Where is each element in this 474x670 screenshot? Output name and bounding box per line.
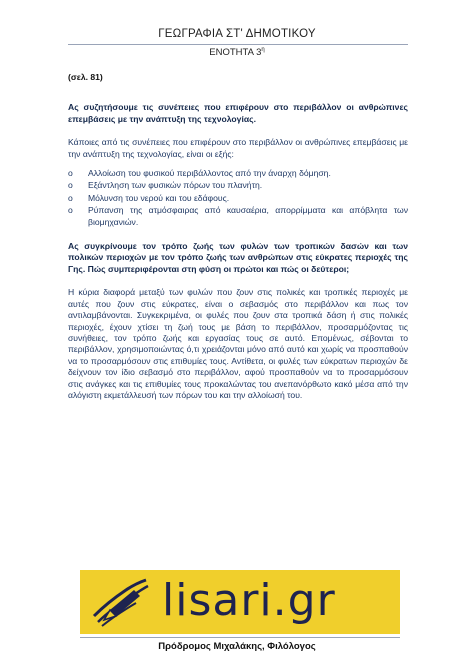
bullet-icon: o — [68, 168, 73, 179]
answer-1-list — [68, 168, 408, 228]
unit-superscript: η — [261, 47, 265, 53]
bullet-icon: o — [68, 180, 73, 191]
main-content — [68, 72, 408, 409]
list-item: o Εξάντληση των φυσικών πόρων του πλανήτη. — [68, 180, 263, 191]
question-2: Ας συγκρίνουμε τον τρόπο ζωής των φυλών των τροπικών δασών και των πολικών περιοχών με τον τρόπο ζωής των ανθρώπων στις εύκρατες περιοχές της Γης. Πώς συμπεριφέρονται στη φύση οι πρώτοι και πώς οι δεύτεροι; — [68, 241, 408, 274]
list-item: o Αλλοίωση του φυσικού περιβάλλοντος από την άναρχη δόμηση. — [68, 168, 331, 179]
answer-2: Η κύρια διαφορά μεταξύ των φυλών που ζουν στις πολικές και τροπικές περιοχές με αυτές που ζουν στις εύκρατες, είναι ο σεβασμός στο περιβάλλον και πως τον αντιλαμβάνονται. Συγκεκριμένα, οι φυλές που ζουν στα τροπικά δάση ή στις πολικές περιοχές, έχουν χτίσει τη ζωή τους με βάση το περιβάλλον, προσαρμόζοντας τις συνήθειες, τον τρόπο ζωής και εργασίας τους σε αυτό. Επομένως, σέβονται το περιβάλλον, χρησιμοποιώντας ό,τι χρειάζονται μόνο από αυτό και χωρίς να προσπαθούν να το προσαρμόσουν στις επιθυμίες τους. Αντίθετα, οι φυλές των εύκρατων περιοχών δε δείχνουν τον ίδιο σεβασμό στο περιβάλλον, αφού προσπαθούν να το προσαρμόσουν στις ανάγκες και τις επιθυμίες τους προκαλώντας του ανεπανόρθωτο κακό μέσα από την αλόγιστη εκμετάλλευσή των πόρων του και την αλλοίωσή του. — [68, 287, 408, 400]
unit-label — [0, 47, 474, 58]
logo-text: lisari.gr — [162, 575, 336, 626]
bullet-icon: o — [68, 205, 73, 216]
pen-icon — [90, 576, 150, 628]
list-item: o Μόλυνση του νερού και του εδάφους. — [68, 192, 230, 203]
footer-divider — [80, 637, 400, 638]
author-credit: Πρόδρομος Μιχαλάκης, Φιλόλογος — [158, 641, 316, 652]
question-1: Ας συζητήσουμε τις συνέπειες που επιφέρουν στο περιβάλλον οι ανθρώπινες επεμβάσεις με την ανάπτυξη της τεχνολογίας. — [68, 102, 408, 124]
lisari-logo — [80, 570, 400, 634]
list-item: o Ρύπανση της ατμόσφαιρας από καυσαέρια, απορρίμματα και απόβλητα των βιομηχανιών. — [68, 205, 408, 227]
page-reference: (σελ. 81) — [68, 72, 103, 82]
header-divider — [68, 44, 408, 45]
header-title: ΓΕΩΓΡΑΦΙΑ ΣΤ' ΔΗΜΟΤΙΚΟΥ — [158, 28, 316, 40]
answer-1-intro: Κάποιες από τις συνέπειες που επιφέρουν στο περιβάλλον οι ανθρώπινες επεμβάσεις με την ανάπτυξη της τεχνολογίας, είναι οι εξής: — [68, 137, 408, 159]
bullet-icon: o — [68, 192, 73, 203]
unit-text: ΕΝΟΤΗΤΑ 3 — [209, 47, 262, 59]
